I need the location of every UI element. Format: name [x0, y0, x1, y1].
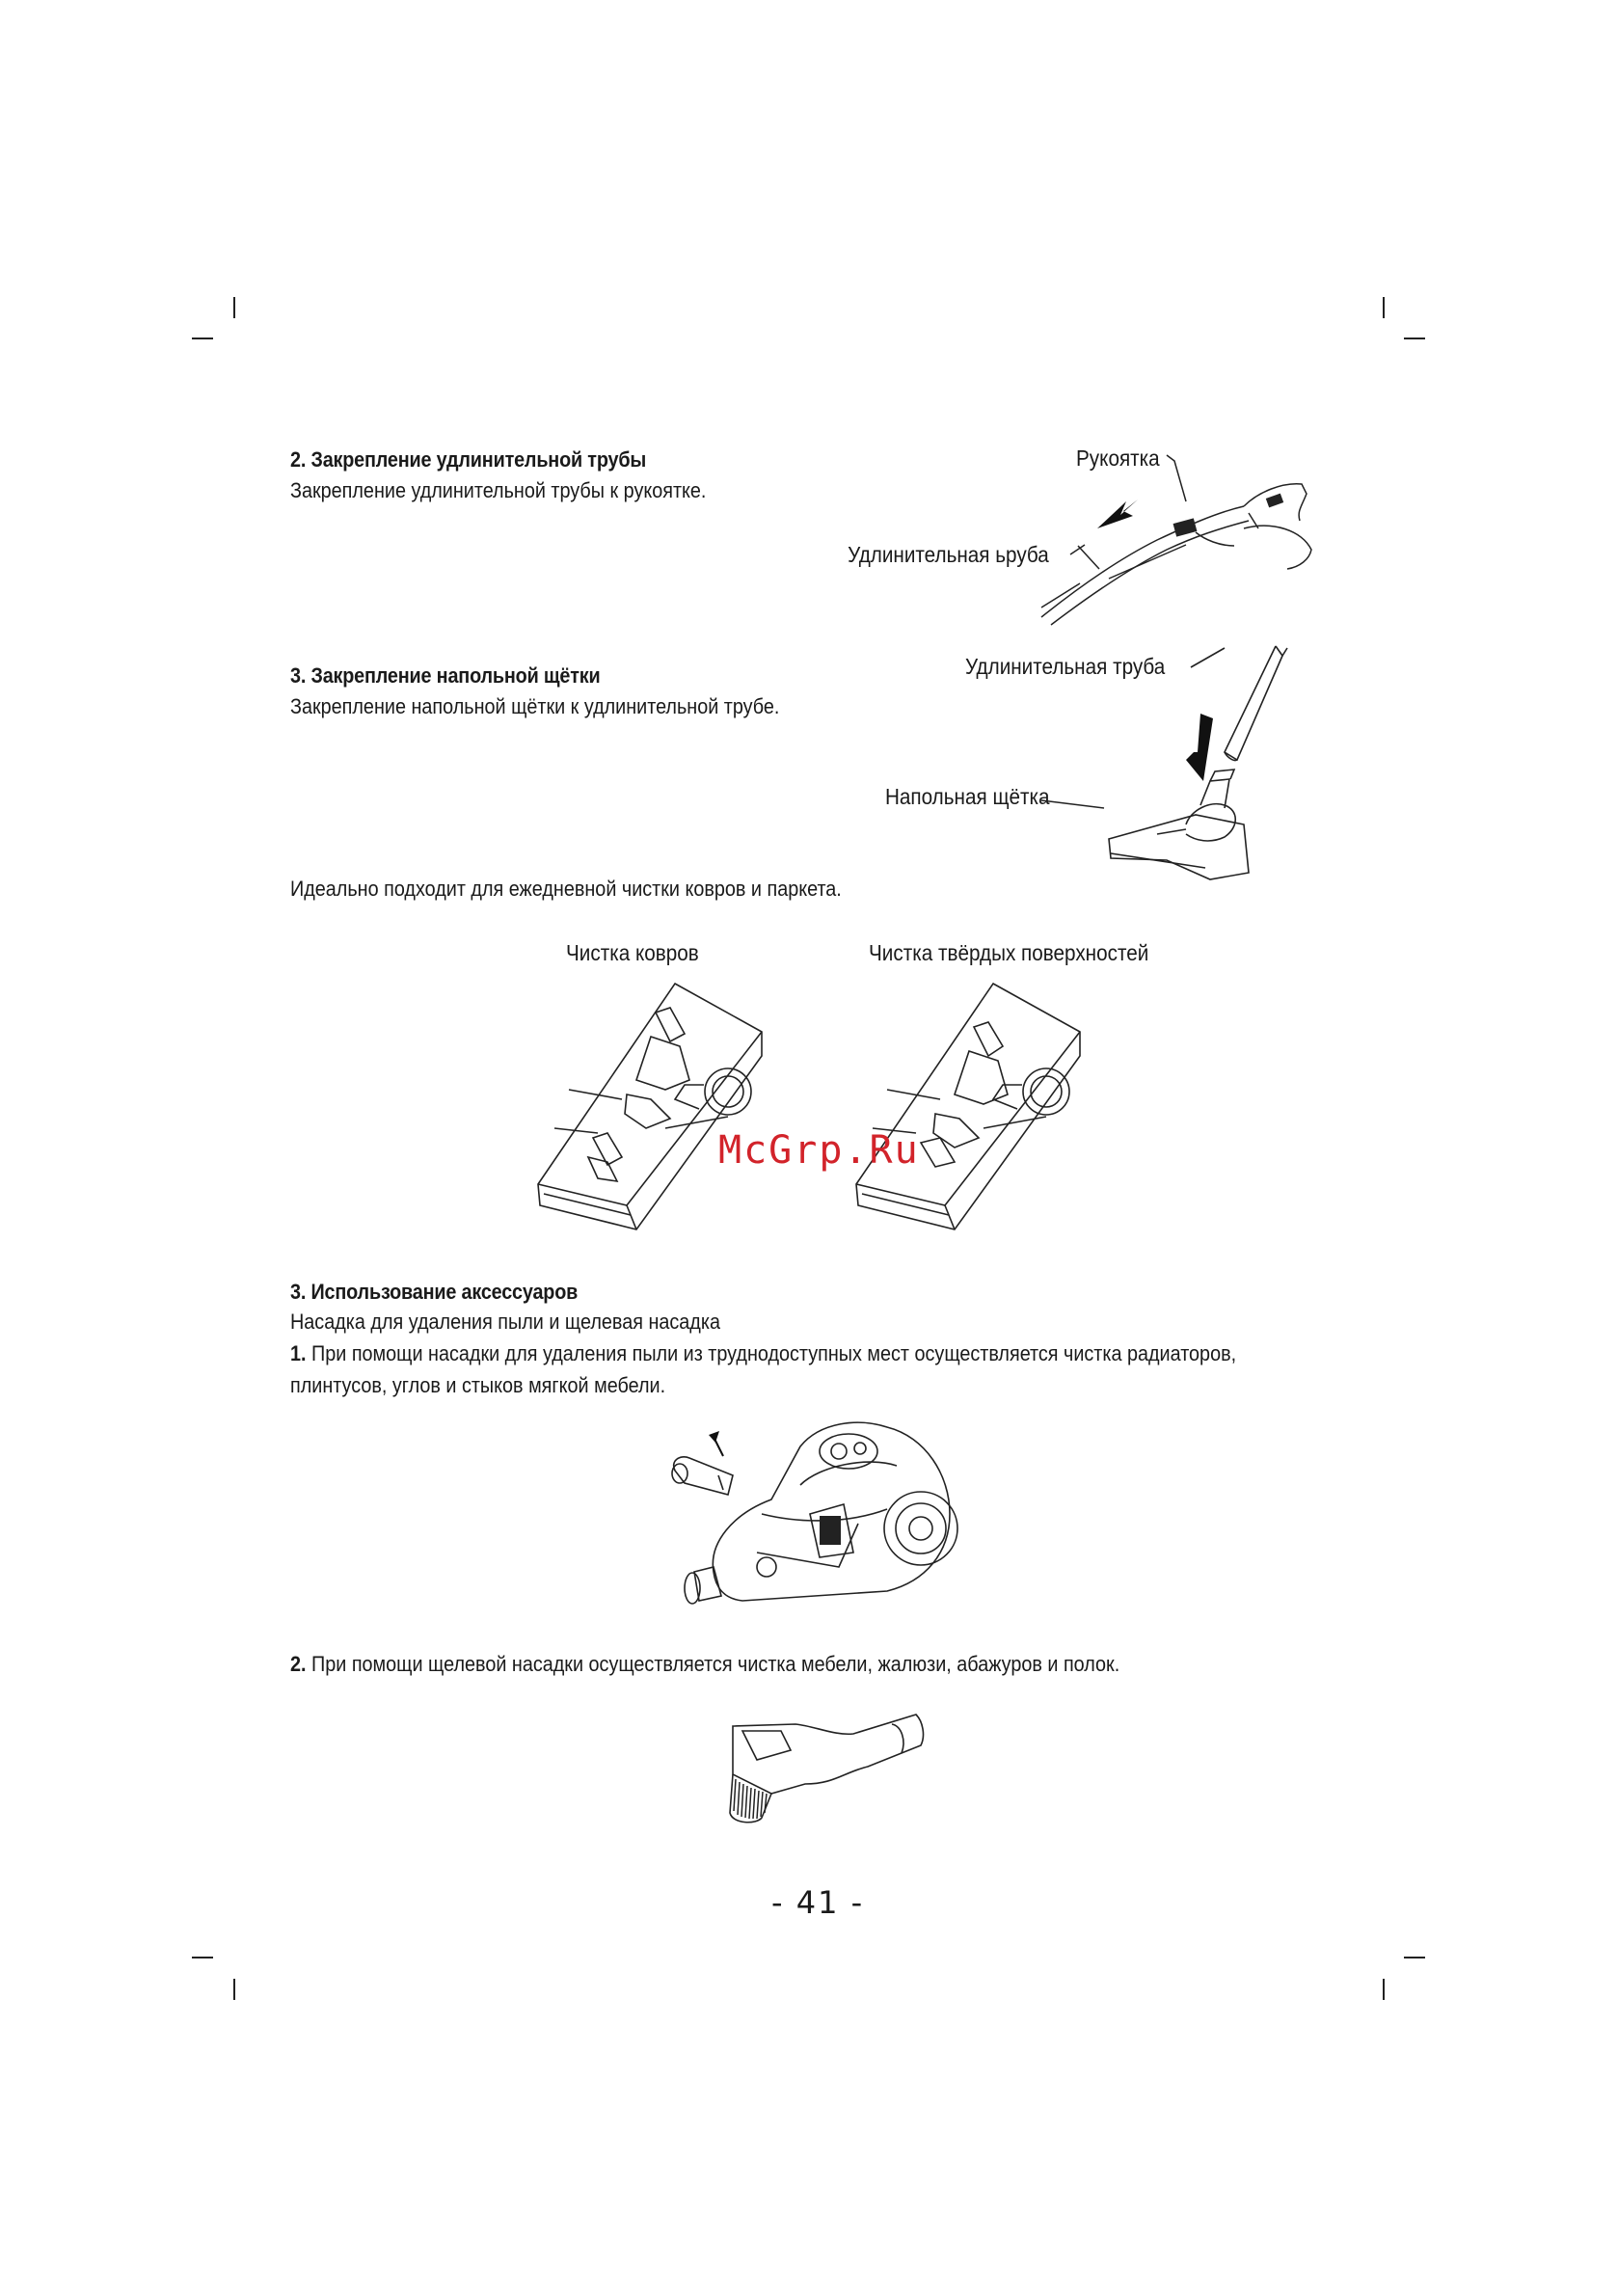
crop-mark: [233, 1979, 235, 2000]
vacuum-dust-brush-illustration: [665, 1408, 955, 1630]
handle-tube-illustration: [1051, 453, 1321, 627]
accessories-item2-text: При помощи щелевой насадки осуществляется чистка мебели, жалюзи, абажуров и полок.: [306, 1652, 1120, 1676]
watermark: McGrp.Ru: [718, 1128, 920, 1173]
crop-mark: [1383, 1979, 1385, 2000]
tube-section-heading: 2. Закрепление удлинительной трубы: [290, 447, 647, 472]
brush-hard-surface-mode-illustration: [849, 974, 1099, 1234]
crop-mark: [233, 297, 235, 318]
accessories-item1-line1: [290, 1341, 1236, 1366]
accessories-item1-number: 1.: [290, 1341, 307, 1365]
accessories-heading: 3. Использование аксессуаров: [290, 1280, 579, 1304]
page-number: - 41 -: [771, 1884, 865, 1921]
crop-mark: [192, 1957, 213, 1958]
brush-section-text: Закрепление напольной щётки к удлинительной трубе.: [290, 694, 780, 718]
crevice-tool-illustration: [699, 1697, 930, 1832]
accessories-item1-line2: плинтусов, углов и стыков мягкой мебели.: [290, 1373, 666, 1397]
crop-mark: [1383, 297, 1385, 318]
brush-carpet-mode-illustration: [530, 974, 781, 1234]
accessories-item2-number: 2.: [290, 1652, 307, 1676]
tube-section-text: Закрепление удлинительной трубы к рукоятке.: [290, 478, 707, 502]
accessories-item2-line: [290, 1652, 1119, 1677]
floor-brush-attach-illustration: [1051, 636, 1311, 897]
label-extension-tube: Удлинительная ьруба: [848, 542, 1049, 567]
crop-mark: [1404, 338, 1425, 339]
label-handle: Рукоятка: [1076, 446, 1160, 471]
accessories-item1-text: При помощи насадки для удаления пыли из труднодоступных мест осуществляется чистка радиаторов,: [306, 1341, 1237, 1365]
crop-mark: [192, 338, 213, 339]
mode-carpet-label: Чистка ковров: [566, 940, 699, 965]
crop-mark: [1404, 1957, 1425, 1958]
accessories-subtitle: Насадка для удаления пыли и щелевая насадка: [290, 1310, 720, 1334]
label-floor-brush: Напольная щётка: [884, 784, 1049, 809]
ideal-usage-text: Идеально подходит для ежедневной чистки ковров и паркета.: [290, 877, 842, 901]
brush-section-heading: 3. Закрепление напольной щётки: [290, 663, 601, 688]
label-extension-tube-2: Удлинительная труба: [965, 654, 1166, 679]
mode-hard-surface-label: Чистка твёрдых поверхностей: [869, 940, 1149, 965]
